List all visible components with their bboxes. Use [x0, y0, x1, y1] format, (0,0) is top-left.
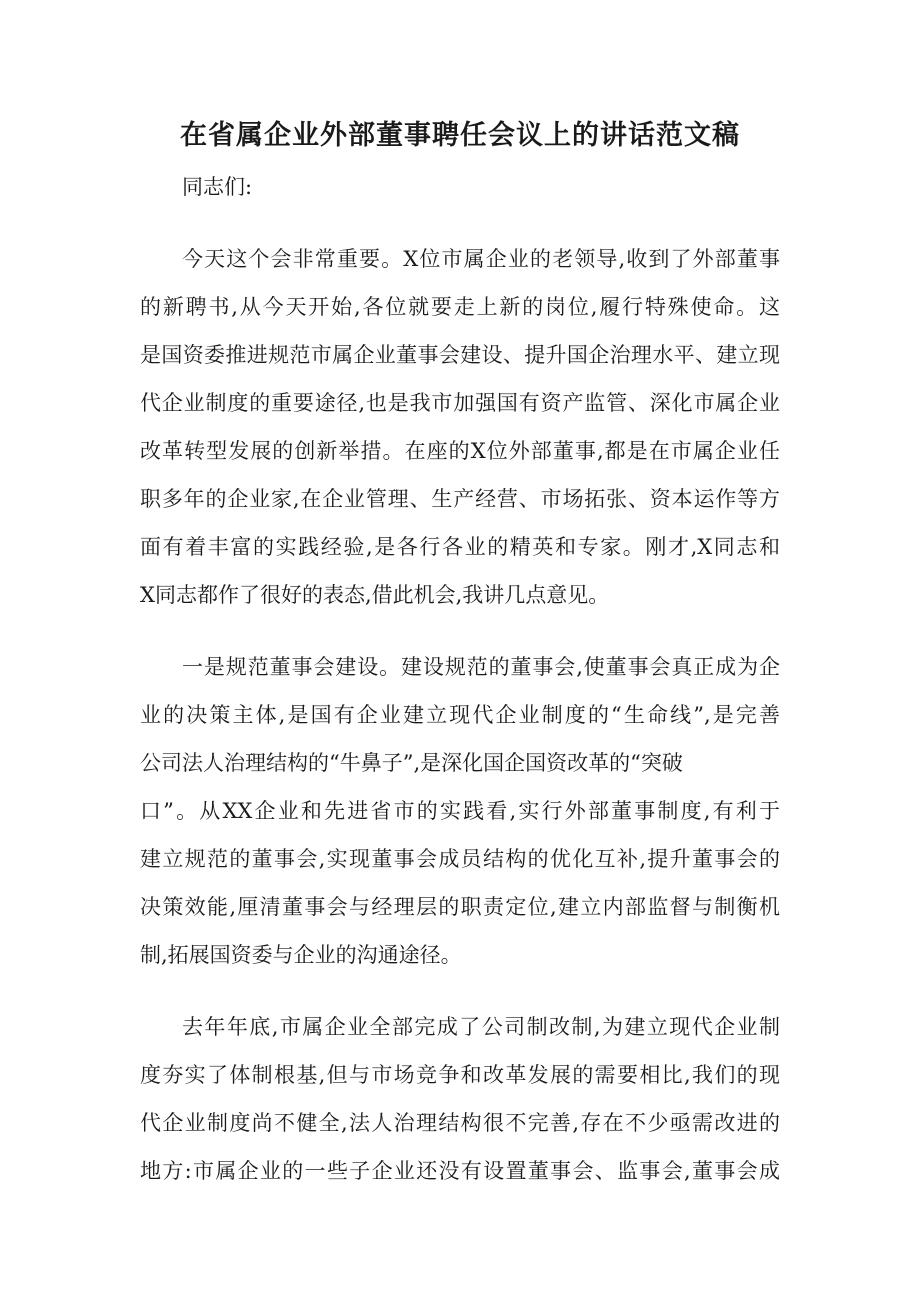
paragraph-1-line-7: 面有着丰富的实践经验,是各行各业的精英和专家。刚才,X同志和	[140, 535, 780, 559]
paragraph-2-line-3: 公司法人治理结构的“牛鼻子”,是深化国企国资改革的“突破	[140, 751, 683, 775]
greeting: 同志们:	[182, 175, 253, 199]
paragraph-1-line-2: 的新聘书,从今天开始,各位就要走上新的岗位,履行特殊使命。这	[140, 295, 780, 319]
paragraph-1-line-6: 职多年的企业家,在企业管理、生产经营、市场拓张、资本运作等方	[140, 487, 780, 511]
paragraph-2-line-2: 业的决策主体,是国有企业建立现代企业制度的“生命线”,是完善	[140, 703, 780, 727]
paragraph-3-line-4: 地方:市属企业的一些子企业还没有设置董事会、监事会,董事会成	[140, 1159, 780, 1183]
paragraph-1-line-5: 改革转型发展的创新举措。在座的X位外部董事,都是在市属企业任	[140, 439, 780, 463]
paragraph-3-line-3: 代企业制度尚不健全,法人治理结构很不完善,存在不少亟需改进的	[140, 1111, 780, 1135]
paragraph-2-line-1: 一是规范董事会建设。建设规范的董事会,使董事会真正成为企	[182, 655, 780, 679]
paragraph-3-line-1: 去年年底,市属企业全部完成了公司制改制,为建立现代企业制	[182, 1015, 780, 1039]
paragraph-2-line-4: 口”。从XX企业和先进省市的实践看,实行外部董事制度,有利于	[140, 799, 780, 823]
paragraph-3-line-2: 度夯实了体制根基,但与市场竞争和改革发展的需要相比,我们的现	[140, 1063, 780, 1087]
paragraph-1-line-8: X同志都作了很好的表态,借此机会,我讲几点意见。	[140, 583, 610, 607]
paragraph-1-line-4: 代企业制度的重要途径,也是我市加强国有资产监管、深化市属企业	[140, 391, 780, 415]
paragraph-2-line-5: 建立规范的董事会,实现董事会成员结构的优化互补,提升董事会的	[140, 847, 780, 871]
paragraph-2-line-6: 决策效能,厘清董事会与经理层的职责定位,建立内部监督与制衡机	[140, 895, 780, 919]
document-title: 在省属企业外部董事聘任会议上的讲话范文稿	[180, 120, 740, 151]
paragraph-1-line-1: 今天这个会非常重要。X位市属企业的老领导,收到了外部董事	[182, 247, 780, 271]
paragraph-1-line-3: 是国资委推进规范市属企业董事会建设、提升国企治理水平、建立现	[140, 343, 780, 367]
paragraph-2-line-7: 制,拓展国资委与企业的沟通途径。	[140, 943, 462, 967]
